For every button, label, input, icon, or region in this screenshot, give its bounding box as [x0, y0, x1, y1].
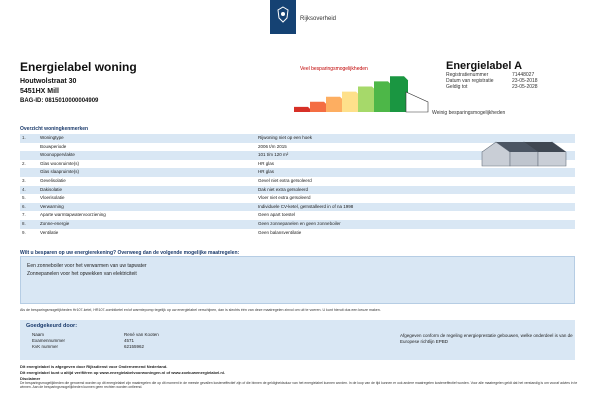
row-value: Geen zonnepanelen en geen zonneboiler — [258, 220, 341, 226]
row-number: 6. — [22, 203, 26, 209]
improvement-item: Zonnepanelen voor het opwekken van elektriciteit — [27, 271, 137, 277]
table-row — [20, 220, 575, 229]
row-value: HR glas — [258, 169, 275, 175]
table-row — [20, 177, 575, 186]
energy-label-title: Energielabel A — [446, 60, 523, 72]
registration-date-value: 23-05-2018 — [512, 78, 538, 84]
row-value: 101 t/m 120 m² — [258, 152, 289, 158]
coat-of-arms-icon — [276, 6, 290, 24]
row-number: 3. — [22, 177, 26, 183]
label-scale-marker — [406, 92, 428, 112]
valid-until — [446, 84, 538, 90]
table-row — [20, 194, 575, 203]
address-street: Houtwolstraat 30 — [20, 78, 77, 85]
approver-name-value: René van Kooten — [124, 332, 159, 337]
row-label: Glas slaapruimte(s) — [40, 169, 80, 175]
house-icon — [478, 138, 568, 168]
row-number: 1. — [22, 135, 26, 140]
row-label: Vloerisolatie — [40, 195, 65, 201]
kvk-number-value: 62155962 — [124, 344, 145, 349]
row-number: 4. — [22, 186, 26, 192]
row-value: HR glas — [258, 160, 275, 166]
row-value: Rijwoning niet op een hoek — [258, 135, 313, 140]
disclaimer-title: Disclaimer — [20, 376, 41, 381]
table-row — [20, 186, 575, 195]
row-number: 9. — [22, 229, 26, 235]
row-label: Ventilatie — [40, 229, 59, 235]
row-value: Geen balansventilatie — [258, 229, 302, 235]
approver-name-label: Naam — [32, 332, 45, 337]
row-number: 8. — [22, 220, 26, 226]
row-number: 2. — [22, 160, 26, 166]
label-scale-step — [326, 97, 344, 112]
label-scale-step — [374, 81, 392, 112]
label-scale-step — [390, 76, 408, 112]
issued-by-line: Dit energielabel is afgegeven door Rijksdienst voor Ondernemend Nederland. — [20, 364, 168, 369]
registration-date-label: Datum van registratie — [446, 78, 494, 84]
label-scale-step — [294, 107, 312, 112]
kvk-number-label: KvK nummer — [32, 344, 59, 349]
table-row — [20, 211, 575, 220]
table-row — [20, 168, 575, 177]
chart-bottom-caption: Weinig besparingsmogelijkheden — [432, 110, 506, 116]
page-title: Energielabel woning — [20, 60, 137, 74]
table-row — [20, 229, 575, 238]
verify-line: Dit energielabel kunt u altijd verifiëren op www.energielabelvoorwoningen.nl of www.zoekuwenergielabel.nl. — [20, 370, 226, 375]
row-value: Gevel niet extra geïsoleerd — [258, 177, 312, 183]
row-value: Vloer niet extra geïsoleerd — [258, 195, 311, 201]
row-value: Geen apart toestel — [258, 212, 296, 218]
disclaimer-text: De besparingsmogelijkheden die genoemd worden op dit energielabel zijn maatregelen die op dit moment in de meeste gevallen kosteneffectief zijn of die binnen de geldigheidsduur van het energielabel kunnen worden. In de loop van de tijd kunnen er ook andere maatregelen kosteneffectief worden. Voor alle maatregelen geldt dat het verstandig is om vooraf advies in te winnen. Aan de besparingsmogelijkheden kunnen geen rechten worden ontleend. — [20, 381, 578, 390]
row-label: Aparte warmtapwatervoorziening — [40, 212, 106, 218]
table-row — [20, 203, 575, 212]
row-label: Gevelisolatie — [40, 177, 66, 183]
row-value: Dak niet extra geïsoleerd — [258, 186, 309, 192]
label-scale-step — [342, 92, 360, 112]
registration-number-label: Registratienummer — [446, 72, 489, 78]
row-number: 7. — [22, 212, 26, 218]
exam-number-value: 4571 — [124, 338, 135, 343]
improvements-question: Wilt u besparen op uw energierekening? Overweeg dan de volgende mogelijke maatregelen: — [20, 250, 240, 256]
row-label: Dakisolatie — [40, 186, 63, 192]
improvements-box — [20, 256, 575, 304]
valid-until-value: 23-05-2028 — [512, 84, 538, 90]
row-label: Verwarming — [40, 203, 64, 209]
improvements-footnote: Als de besparingsmogelijkheden Hr107-ketel, HR107-combiketel en/of warmtepomp tegelijk op uw energielabel verschijnen, dan is slechts één van deze maatregelen zinvol om uit te voeren. U kunt hieruit dus een keuze maken. — [20, 308, 381, 312]
row-label: Woningtype — [40, 135, 64, 140]
improvement-item: Een zonneboiler voor het verwarmen van uw tapwater — [27, 263, 147, 269]
exam-number-label: Examennummer — [32, 338, 66, 343]
approval-box — [20, 320, 575, 360]
valid-until-label: Geldig tot — [446, 84, 468, 90]
approval-statement: Afgegeven conform de regeling energieprestatie gebouwen, welke onderdeel is van de Europese richtlijn EPBD — [400, 333, 573, 344]
row-label: Zonne-energie — [40, 220, 70, 226]
energy-label-scale — [294, 72, 444, 114]
chart-top-caption: Veel besparingsmogelijkheden — [300, 66, 368, 72]
registration-number-value: 71448027 — [512, 72, 535, 78]
row-number: 5. — [22, 195, 26, 201]
label-scale-step — [358, 87, 376, 113]
row-value: Individuele CV-ketel, geïnstalleerd in of na 1998 — [258, 203, 354, 209]
label-scale-step — [310, 102, 328, 112]
bag-id: BAG-ID: 0815010000004909 — [20, 98, 99, 104]
org-name: Rijksoverheid — [300, 16, 337, 22]
approval-title: Goedgekeurd door: — [26, 323, 78, 329]
row-label: Bouwperiode — [40, 143, 67, 149]
row-label: Glas woonruimte(s) — [40, 160, 80, 166]
row-value: 2006 t/m 2015 — [258, 143, 287, 149]
overview-title: Overzicht woningkenmerken — [20, 126, 89, 132]
address-postcode-city: 5451HX Mill — [20, 88, 59, 95]
row-label: Woonoppervlakte — [40, 152, 75, 158]
